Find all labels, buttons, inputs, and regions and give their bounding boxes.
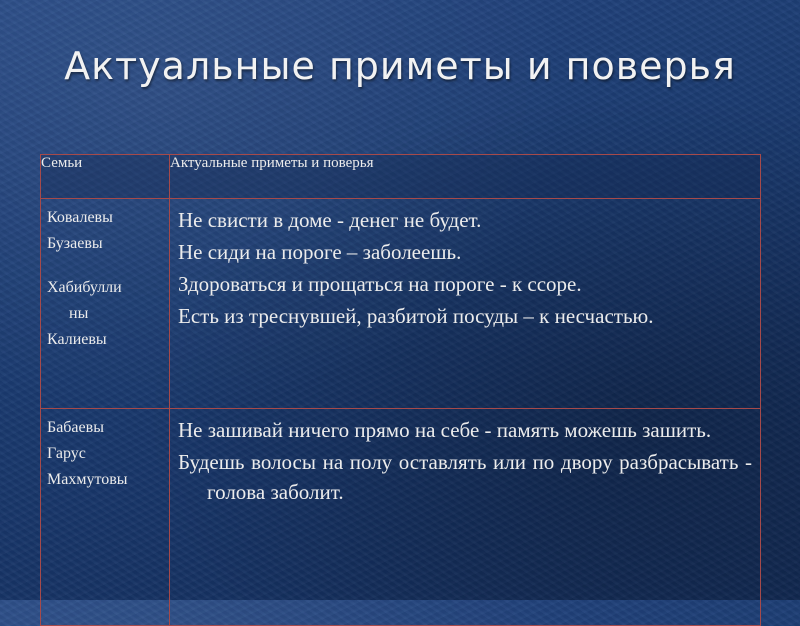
family-name: Бабаевы [47, 419, 104, 436]
family-name: Ковалевы [47, 209, 113, 226]
header-families: Семьи [41, 155, 170, 199]
family-name: Бузаевы [47, 235, 103, 252]
sign-text: Не сиди на пороге – заболеешь. [178, 240, 462, 264]
omens-table [40, 154, 761, 626]
table-row [41, 409, 761, 626]
family-name: ны [69, 305, 89, 322]
families-cell [41, 199, 170, 409]
slide-title: Актуальные приметы и поверья [64, 44, 736, 88]
sign-text: Не свисти в доме - денег не будет. [178, 208, 482, 232]
family-name: Калиевы [47, 331, 107, 348]
family-name: Махмутовы [47, 471, 128, 488]
sign-text: Не зашивай ничего прямо на себе - память можешь зашить. [178, 418, 712, 442]
families-cell [41, 409, 170, 626]
family-name: Гарус [47, 445, 86, 462]
family-name: Хабибулли [47, 279, 122, 296]
sign-text: Будешь волосы на полу оставлять или по двору разбрасывать - голова заболит. [178, 450, 752, 504]
sign-text: Есть из треснувшей, разбитой посуды – к несчастью. [178, 304, 654, 328]
header-signs: Актуальные приметы и поверья [170, 155, 761, 199]
table-row [41, 199, 761, 409]
sign-text: Здороваться и прощаться на пороге - к ссоре. [178, 272, 582, 296]
signs-cell [170, 199, 761, 409]
signs-cell [170, 409, 761, 626]
table-header-row [41, 155, 761, 199]
